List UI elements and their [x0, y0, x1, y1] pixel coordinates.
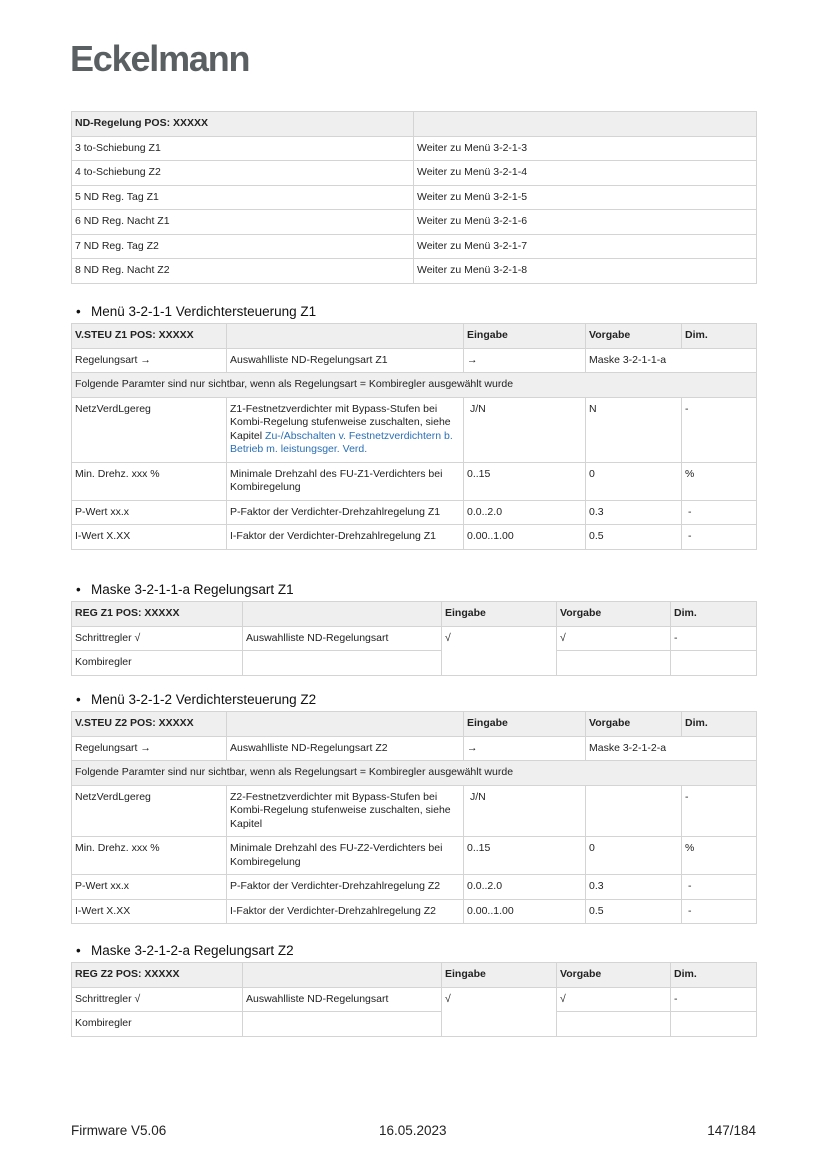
footer-firmware: Firmware V5.06	[71, 1123, 167, 1138]
table-header-row	[72, 602, 757, 627]
table-cell: Weiter zu Menü 3-2-1-7	[414, 234, 757, 259]
table-row	[72, 500, 757, 525]
table-cell: Weiter zu Menü 3-2-1-8	[414, 259, 757, 284]
table-header-cell: Vorgabe	[586, 324, 682, 349]
table-header-cell: Vorgabe	[557, 602, 671, 627]
table-header-cell: Vorgabe	[557, 963, 671, 988]
table-cell: Weiter zu Menü 3-2-1-3	[414, 136, 757, 161]
table-cell: P-Faktor der Verdichter-Drehzahlregelung Z1	[227, 500, 464, 525]
table-cell: 8 ND Reg. Nacht Z2	[72, 259, 414, 284]
table-cell: Kombiregler	[72, 651, 243, 676]
table-cell: -	[671, 987, 757, 1012]
table-cell: 0.00..1.00	[464, 525, 586, 550]
table-cell: 0.3	[586, 875, 682, 900]
table-cell: 7 ND Reg. Tag Z2	[72, 234, 414, 259]
table-cell: NetzVerdLgereg	[72, 785, 227, 837]
table-cell: 0.0..2.0	[464, 500, 586, 525]
section-heading	[76, 582, 294, 597]
table-row	[72, 397, 757, 462]
table-cell: I-Faktor der Verdichter-Drehzahlregelung Z1	[227, 525, 464, 550]
table-header-cell: REG Z1 POS: XXXXX	[72, 602, 243, 627]
table-cell: N	[586, 397, 682, 462]
table-cell: 0.3	[586, 500, 682, 525]
table-row	[72, 651, 757, 676]
table-row	[72, 626, 757, 651]
table-cell	[671, 1012, 757, 1037]
table-cell	[557, 651, 671, 676]
table-cell: Weiter zu Menü 3-2-1-5	[414, 185, 757, 210]
bullet-icon: •	[76, 943, 81, 958]
table-cell	[671, 651, 757, 676]
table-cell: 0	[586, 462, 682, 500]
table-header-cell: V.STEU Z1 POS: XXXXX	[72, 324, 227, 349]
table-row	[72, 234, 757, 259]
table-row	[72, 210, 757, 235]
table-cell	[243, 1012, 442, 1037]
table-row	[72, 348, 757, 373]
verdichtersteuerung-z1-table	[71, 323, 757, 550]
section-heading	[76, 943, 294, 958]
table-cell	[243, 651, 442, 676]
table-cell: Minimale Drehzahl des FU-Z2-Verdichters bei Kombiregelung	[227, 837, 464, 875]
table-cell	[557, 1012, 671, 1037]
table-cell: -	[682, 899, 757, 924]
table-cell: 0.5	[586, 525, 682, 550]
table-row	[72, 462, 757, 500]
table-cell: 0.0..2.0	[464, 875, 586, 900]
table-cell: P-Wert xx.x	[72, 875, 227, 900]
table-row	[72, 259, 757, 284]
table-header-cell	[243, 963, 442, 988]
table-cell: Schrittregler √	[72, 626, 243, 651]
table-cell: J/N	[464, 397, 586, 462]
table-note-cell: Folgende Paramter sind nur sichtbar, wenn als Regelungsart = Kombiregler ausgewählt wurde	[72, 373, 757, 398]
table-cell: -	[682, 785, 757, 837]
table-cell: Weiter zu Menü 3-2-1-6	[414, 210, 757, 235]
verdichtersteuerung-z2-table	[71, 711, 757, 924]
table-cell: 0..15	[464, 462, 586, 500]
bullet-icon: •	[76, 304, 81, 319]
table-cell: I-Wert X.XX	[72, 899, 227, 924]
table-cell: -	[682, 525, 757, 550]
table-cell: %	[682, 837, 757, 875]
table-header-cell	[243, 602, 442, 627]
table-cell: Z2-Festnetzverdichter mit Bypass-Stufen bei Kombi-Regelung stufenweise zuschalten, siehe Kapitel	[227, 785, 464, 837]
table-cell: Minimale Drehzahl des FU-Z1-Verdichters bei Kombiregelung	[227, 462, 464, 500]
table-cell: 5 ND Reg. Tag Z1	[72, 185, 414, 210]
table-cell: -	[682, 397, 757, 462]
table-cell: √	[557, 987, 671, 1012]
table-cell: P-Faktor der Verdichter-Drehzahlregelung Z2	[227, 875, 464, 900]
table-header-cell: ND-Regelung POS: XXXXX	[72, 112, 414, 137]
nd-regelung-table	[71, 111, 757, 284]
bullet-icon: •	[76, 582, 81, 597]
table-cell: -	[682, 500, 757, 525]
table-cell: 6 ND Reg. Nacht Z1	[72, 210, 414, 235]
table-cell: Maske 3-2-1-1-a	[586, 348, 757, 373]
table-row	[72, 899, 757, 924]
table-cell: J/N	[464, 785, 586, 837]
table-cell: 0..15	[464, 837, 586, 875]
table-cell: √	[557, 626, 671, 651]
footer-date: 16.05.2023	[379, 1123, 447, 1138]
section-heading	[76, 304, 316, 319]
table-cell: →	[464, 736, 586, 761]
table-cell: -	[682, 875, 757, 900]
table-header-row	[72, 324, 757, 349]
table-cell: I-Faktor der Verdichter-Drehzahlregelung Z2	[227, 899, 464, 924]
chapter-link[interactable]: Zu-/Abschalten v. Festnetzverdichtern b. Betrieb m. leistungsger. Verd.	[230, 429, 453, 455]
table-cell: Auswahlliste ND-Regelungsart	[243, 626, 442, 651]
table-row	[72, 525, 757, 550]
table-cell: -	[671, 626, 757, 651]
table-note-row	[72, 373, 757, 398]
table-row	[72, 837, 757, 875]
table-cell: Regelungsart →	[72, 736, 227, 761]
section-heading	[76, 692, 316, 707]
table-cell	[586, 785, 682, 837]
table-note-cell: Folgende Paramter sind nur sichtbar, wenn als Regelungsart = Kombiregler ausgewählt wurde	[72, 761, 757, 786]
table-header-cell: Dim.	[682, 712, 757, 737]
table-cell: Schrittregler √	[72, 987, 243, 1012]
table-header-cell: Vorgabe	[586, 712, 682, 737]
table-cell: Regelungsart →	[72, 348, 227, 373]
table-cell: Auswahlliste ND-Regelungsart	[243, 987, 442, 1012]
table-cell: Weiter zu Menü 3-2-1-4	[414, 161, 757, 186]
table-cell: √	[442, 626, 557, 675]
regelungsart-z1-mask-table	[71, 601, 757, 676]
table-header-cell	[227, 324, 464, 349]
bullet-icon: •	[76, 692, 81, 707]
table-cell: √	[442, 987, 557, 1036]
table-cell: 4 to-Schiebung Z2	[72, 161, 414, 186]
table-cell: I-Wert X.XX	[72, 525, 227, 550]
eckelmann-logo: Eckelmann	[70, 38, 250, 79]
table-cell: Maske 3-2-1-2-a	[586, 736, 757, 761]
table-cell: Min. Drehz. xxx %	[72, 837, 227, 875]
table-header-row	[72, 712, 757, 737]
table-row	[72, 161, 757, 186]
section-heading-text: Maske 3-2-1-2-a Regelungsart Z2	[91, 943, 294, 958]
table-cell: %	[682, 462, 757, 500]
section-heading-text: Menü 3-2-1-1 Verdichtersteuerung Z1	[91, 304, 317, 319]
table-header-cell: Eingabe	[464, 324, 586, 349]
table-row	[72, 136, 757, 161]
table-row	[72, 1012, 757, 1037]
table-header-cell: REG Z2 POS: XXXXX	[72, 963, 243, 988]
table-cell: 0.00..1.00	[464, 899, 586, 924]
table-header-cell: Eingabe	[464, 712, 586, 737]
table-header-cell: Eingabe	[442, 963, 557, 988]
table-cell: Auswahlliste ND-Regelungsart Z2	[227, 736, 464, 761]
table-cell: P-Wert xx.x	[72, 500, 227, 525]
table-header-cell: Dim.	[671, 602, 757, 627]
table-header-cell: V.STEU Z2 POS: XXXXX	[72, 712, 227, 737]
table-cell: →	[464, 348, 586, 373]
cell-text: Z1-Festnetzverdichter mit Bypass-Stufen bei Kombi-Regelung stufenweise zuschalten, siehe Kapitel	[230, 402, 451, 442]
section-heading-text: Menü 3-2-1-2 Verdichtersteuerung Z2	[91, 692, 317, 707]
table-cell: 0.5	[586, 899, 682, 924]
table-header-cell	[414, 112, 757, 137]
table-row	[72, 785, 757, 837]
table-row	[72, 987, 757, 1012]
table-header-row	[72, 112, 757, 137]
table-cell	[227, 397, 464, 462]
table-cell: 0	[586, 837, 682, 875]
table-cell: Min. Drehz. xxx %	[72, 462, 227, 500]
table-header-cell	[227, 712, 464, 737]
table-cell: Kombiregler	[72, 1012, 243, 1037]
regelungsart-z2-mask-table	[71, 962, 757, 1037]
table-row	[72, 875, 757, 900]
table-cell: 3 to-Schiebung Z1	[72, 136, 414, 161]
table-row	[72, 736, 757, 761]
table-header-cell: Eingabe	[442, 602, 557, 627]
section-heading-text: Maske 3-2-1-1-a Regelungsart Z1	[91, 582, 294, 597]
table-cell: NetzVerdLgereg	[72, 397, 227, 462]
table-note-row	[72, 761, 757, 786]
table-header-row	[72, 963, 757, 988]
table-cell: Auswahlliste ND-Regelungsart Z1	[227, 348, 464, 373]
table-header-cell: Dim.	[682, 324, 757, 349]
footer-page-number: 147/184	[707, 1123, 756, 1138]
table-header-cell: Dim.	[671, 963, 757, 988]
table-row	[72, 185, 757, 210]
